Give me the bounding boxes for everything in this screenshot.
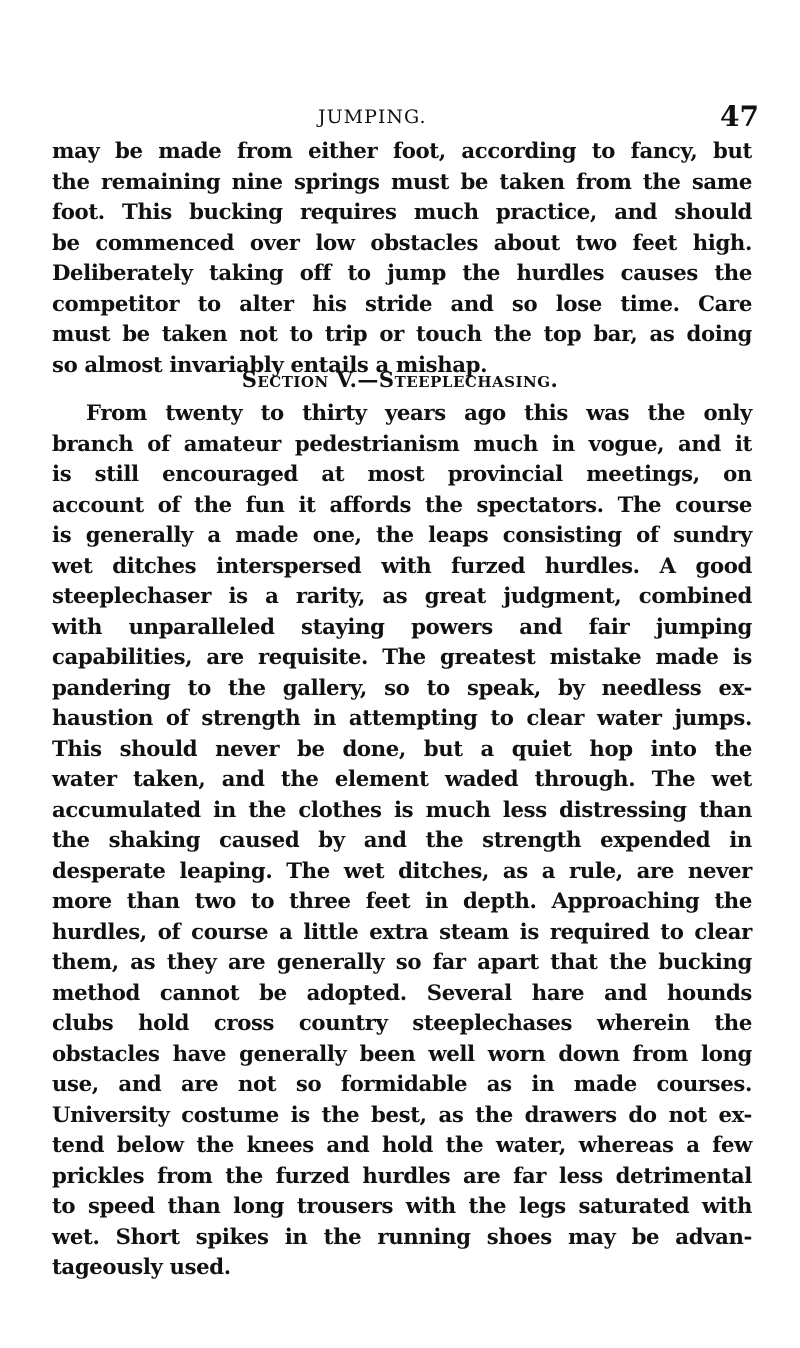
text-line: wet ditches interspersed with furzed hurdles. A good bbox=[52, 552, 752, 578]
text-line: account of the fun it affords the spectators. The course bbox=[52, 491, 752, 517]
text-line: competitor to alter his stride and so lose time. Care bbox=[52, 290, 752, 316]
text-line: pandering to the gallery, so to speak, by needless ex- bbox=[52, 674, 752, 700]
text-line: Deliberately taking off to jump the hurdles causes the bbox=[52, 260, 752, 285]
text-line: may be made from either foot, according to fancy, but bbox=[52, 138, 752, 163]
text-line: haustion of strength in attempting to clear water jumps. bbox=[52, 705, 752, 730]
text-line: be commenced over low obstacles about two feet high. bbox=[52, 229, 752, 255]
text-line: This should never be done, but a quiet hop into the bbox=[52, 735, 752, 761]
text-line: is generally a made one, the leaps consisting of sundry bbox=[52, 522, 752, 547]
text-line: University costume is the best, as the drawers do not ex- bbox=[52, 1101, 752, 1127]
text-line: to speed than long trousers with the legs saturated with bbox=[52, 1193, 752, 1218]
text-line: From twenty to thirty years ago this was the only bbox=[86, 400, 752, 425]
text-line: wet. Short spikes in the running shoes may be advan- bbox=[52, 1223, 752, 1249]
text-line: is still encouraged at most provincial meetings, on bbox=[52, 461, 752, 486]
text-line: obstacles have generally been well worn down from long bbox=[52, 1040, 752, 1066]
text-line: method cannot be adopted. Several hare and hounds bbox=[52, 979, 752, 1005]
paragraph-jumping-continued bbox=[52, 136, 752, 380]
running-title: JUMPING. bbox=[318, 106, 427, 128]
page-number: 47 bbox=[720, 100, 759, 133]
text-line: hurdles, of course a little extra steam is required to clear bbox=[52, 918, 752, 944]
text-line: tend below the knees and hold the water, whereas a few bbox=[52, 1132, 752, 1157]
text-line: clubs hold cross country steeplechases wherein the bbox=[52, 1010, 752, 1035]
text-line: accumulated in the clothes is much less distressing than bbox=[52, 796, 752, 822]
text-line: more than two to three feet in depth. Approaching the bbox=[52, 888, 752, 913]
text-line: so almost invariably entails a mishap. bbox=[52, 351, 488, 377]
text-line: them, as they are generally so far apart that the bucking bbox=[52, 949, 752, 974]
text-line: water taken, and the element waded through. The wet bbox=[52, 766, 752, 791]
text-line: prickles from the furzed hurdles are far less detrimental bbox=[52, 1162, 752, 1188]
section-heading: Section V.—Steeplechasing. bbox=[241, 367, 559, 392]
text-line: the shaking caused by and the strength expended in bbox=[52, 827, 752, 852]
text-line: tageously used. bbox=[52, 1254, 231, 1279]
text-line: branch of amateur pedestrianism much in vogue, and it bbox=[52, 430, 752, 456]
text-line: foot. This bucking requires much practice, and should bbox=[52, 199, 752, 224]
text-line: steeplechaser is a rarity, as great judgment, combined bbox=[52, 583, 752, 608]
text-line: with unparalleled staying powers and fair jumping bbox=[52, 613, 752, 639]
text-line: use, and are not so formidable as in made courses. bbox=[52, 1071, 752, 1096]
text-line: capabilities, are requisite. The greatest mistake made is bbox=[52, 644, 752, 669]
paragraph-steeplechasing bbox=[52, 398, 752, 1283]
text-line: must be taken not to trip or touch the top bar, as doing bbox=[52, 321, 752, 346]
text-line: the remaining nine springs must be taken from the same bbox=[52, 168, 752, 194]
text-line: desperate leaping. The wet ditches, as a rule, are never bbox=[52, 857, 752, 883]
